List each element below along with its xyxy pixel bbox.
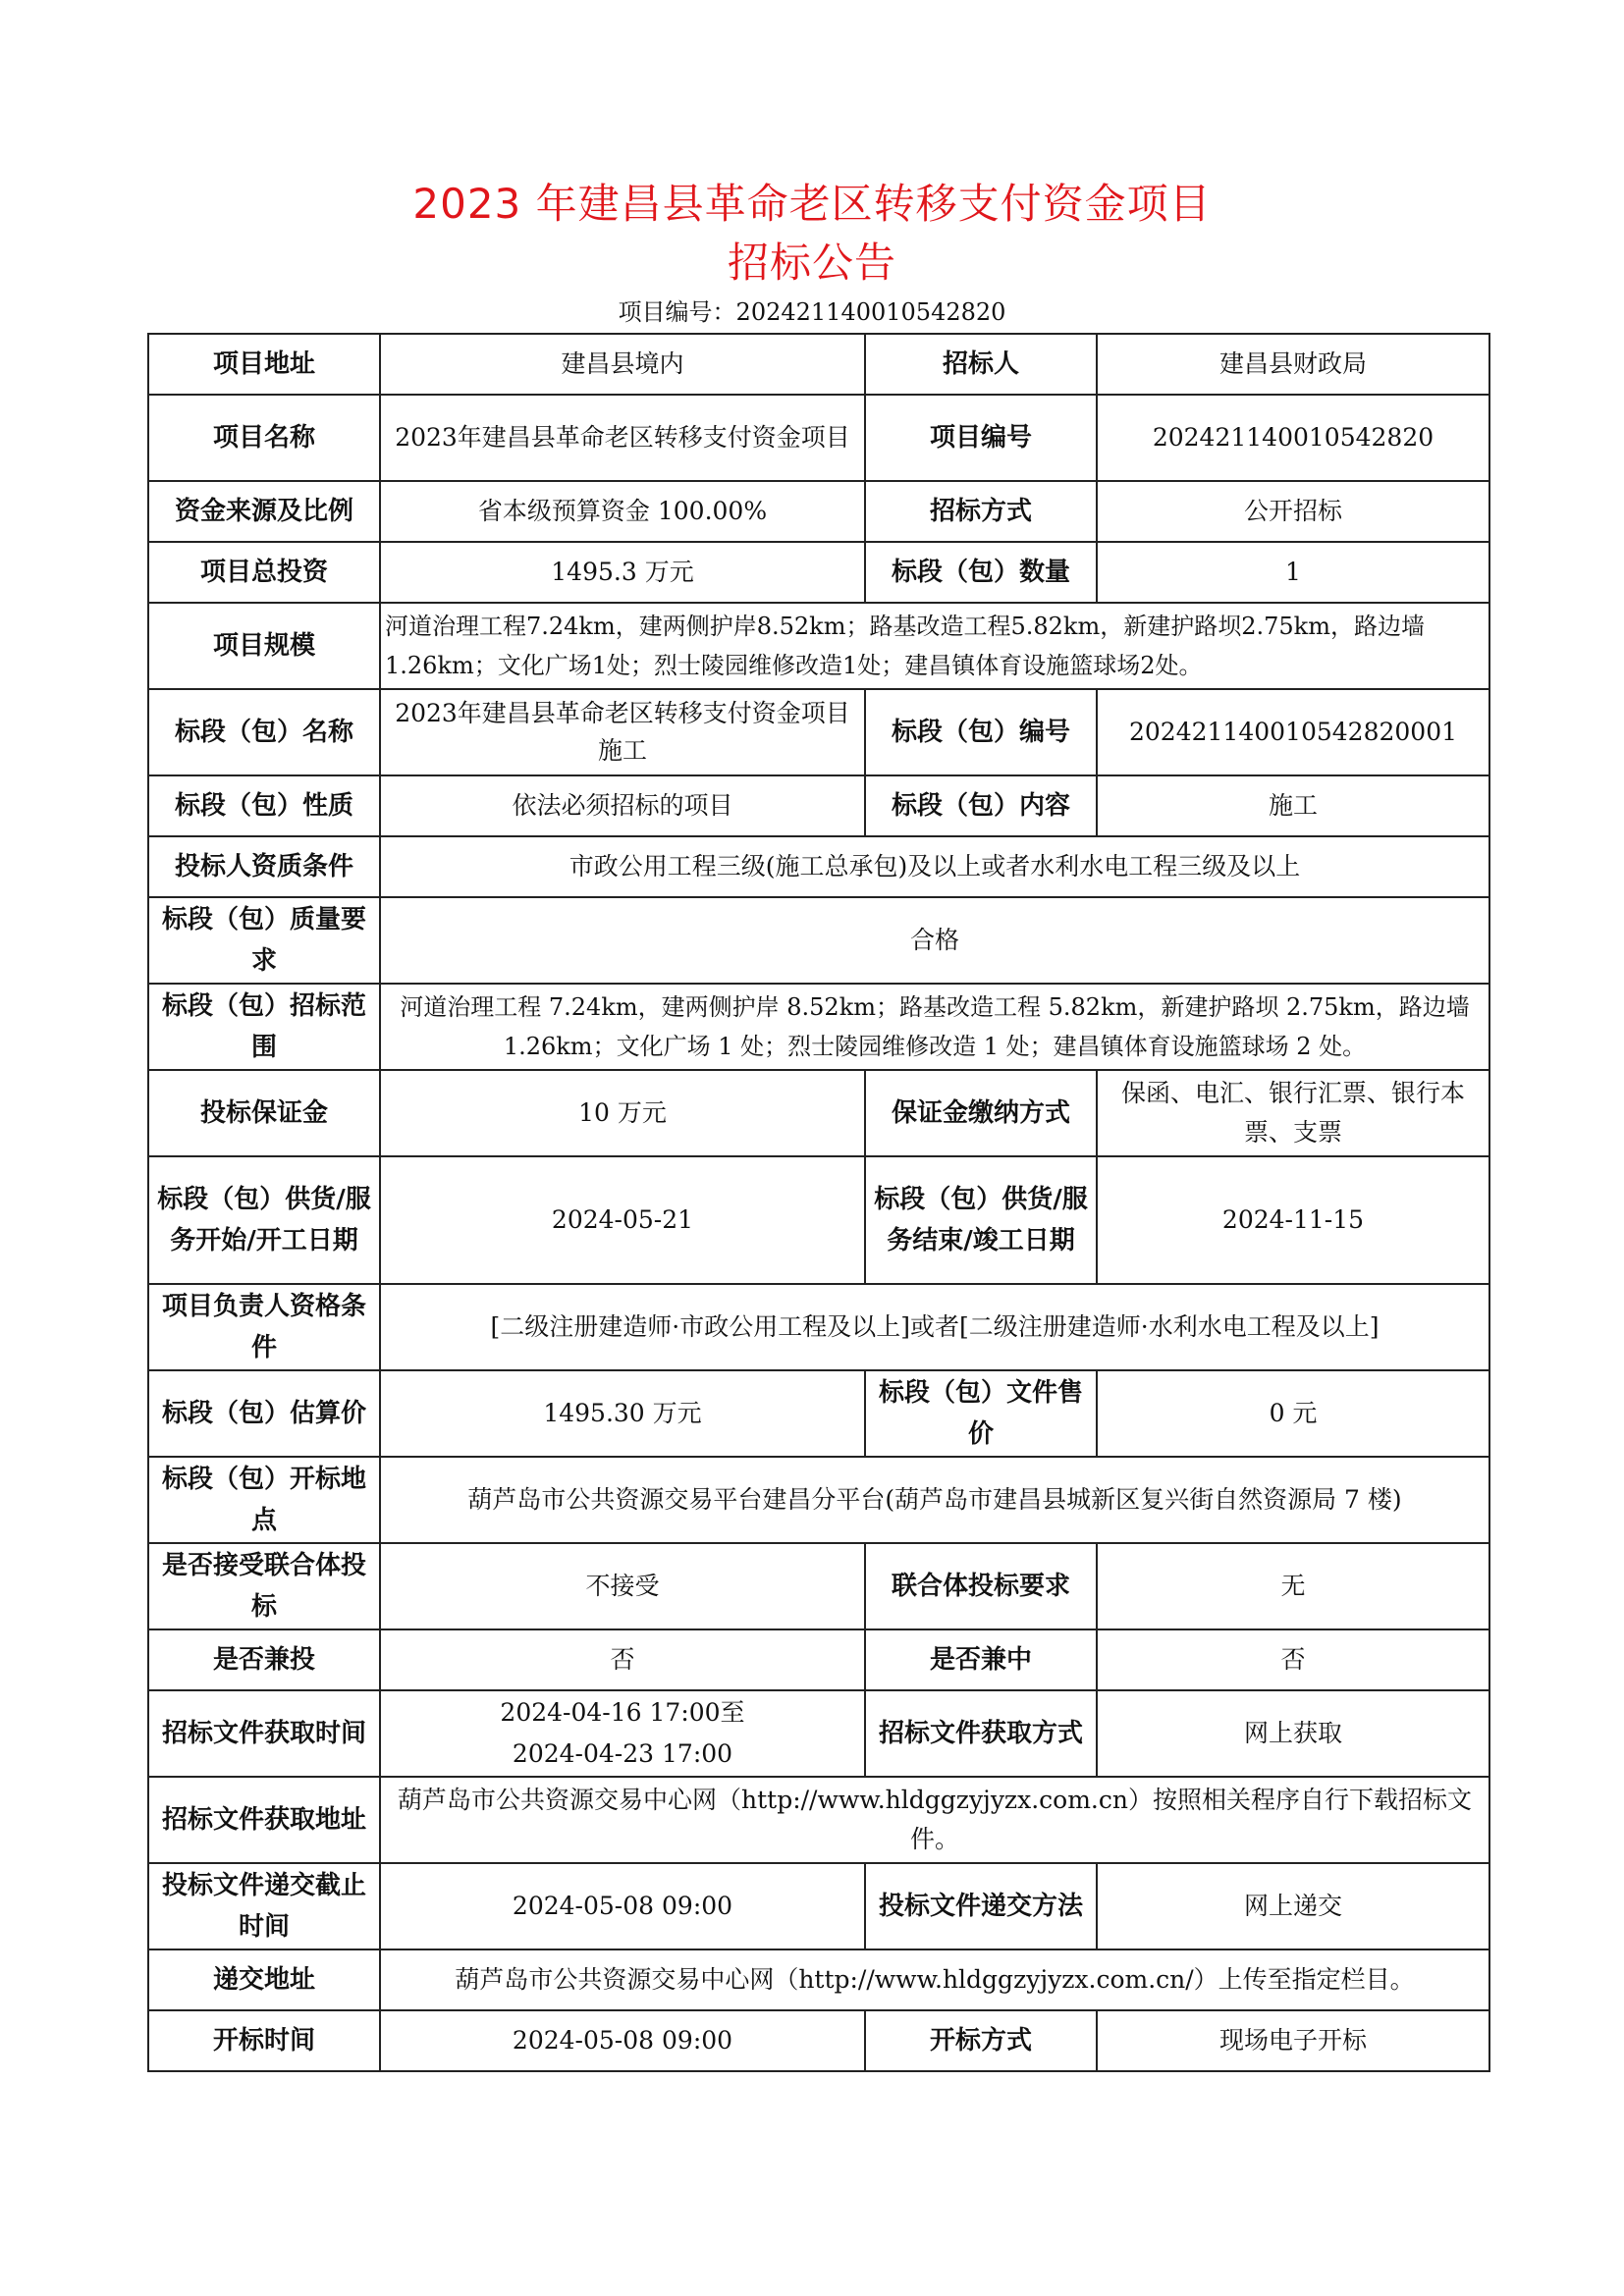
lot-name-label: 标段（包）名称 <box>148 689 380 775</box>
opening-location-value: 葫芦岛市公共资源交易平台建昌分平台(葫芦岛市建昌县城新区复兴街自然资源局 7 楼) <box>380 1457 1489 1543</box>
total-investment-value: 1495.3 万元 <box>380 542 865 603</box>
table-row <box>148 775 1489 836</box>
table-row <box>148 1690 1489 1777</box>
end-date-value: 2024-11-15 <box>1097 1156 1489 1284</box>
lot-code-value: 202421140010542820001 <box>1097 689 1489 775</box>
doc-obtain-method-value: 网上获取 <box>1097 1690 1489 1777</box>
estimated-price-label: 标段（包）估算价 <box>148 1370 380 1457</box>
table-row <box>148 1070 1489 1156</box>
submission-method-value: 网上递交 <box>1097 1863 1489 1949</box>
bidder-qualification-label: 投标人资质条件 <box>148 836 380 897</box>
table-row <box>148 395 1489 481</box>
bond-payment-value: 保函、电汇、银行汇票、银行本票、支票 <box>1097 1070 1489 1156</box>
multi-bid-label: 是否兼投 <box>148 1629 380 1690</box>
submission-method-label: 投标文件递交方法 <box>865 1863 1097 1949</box>
fund-source-value: 省本级预算资金 100.00% <box>380 481 865 542</box>
table-row <box>148 984 1489 1070</box>
lot-content-value: 施工 <box>1097 775 1489 836</box>
quality-requirement-value: 合格 <box>380 897 1489 984</box>
opening-method-value: 现场电子开标 <box>1097 2010 1489 2071</box>
lot-code-label: 标段（包）编号 <box>865 689 1097 775</box>
opening-method-label: 开标方式 <box>865 2010 1097 2071</box>
table-row <box>148 334 1489 395</box>
project-address-label: 项目地址 <box>148 334 380 395</box>
total-investment-label: 项目总投资 <box>148 542 380 603</box>
doc-obtain-address-label: 招标文件获取地址 <box>148 1777 380 1863</box>
doc-obtain-time-value <box>380 1690 865 1777</box>
opening-time-value: 2024-05-08 09:00 <box>380 2010 865 2071</box>
estimated-price-value: 1495.30 万元 <box>380 1370 865 1457</box>
table-row <box>148 1777 1489 1863</box>
project-number-line: 项目编号：202421140010542820 <box>618 298 1006 326</box>
table-row <box>148 1629 1489 1690</box>
start-date-value: 2024-05-21 <box>380 1156 865 1284</box>
multi-bid-value: 否 <box>380 1629 865 1690</box>
project-name-label: 项目名称 <box>148 395 380 481</box>
tender-scope-value: 河道治理工程 7.24km，建两侧护岸 8.52km；路基改造工程 5.82km，新建护路坝 2.75km，路边墙 1.26km；文化广场 1 处；烈士陵园维修改造 1 处；建昌镇体育设施篮球场 2 处。 <box>380 984 1489 1070</box>
opening-location-label: 标段（包）开标地点 <box>148 1457 380 1543</box>
table-row <box>148 1284 1489 1370</box>
multi-win-label: 是否兼中 <box>865 1629 1097 1690</box>
table-row <box>148 1863 1489 1949</box>
project-scale-value: 河道治理工程7.24km，建两侧护岸8.52km；路基改造工程5.82km，新建护路坝2.75km，路边墙1.26km；文化广场1处；烈士陵园维修改造1处；建昌镇体育设施篮球场2处。 <box>380 603 1489 689</box>
tender-scope-label: 标段（包）招标范围 <box>148 984 380 1070</box>
project-code-label: 项目编号 <box>865 395 1097 481</box>
manager-qualification-label: 项目负责人资格条件 <box>148 1284 380 1370</box>
table-row <box>148 2010 1489 2071</box>
table-row <box>148 897 1489 984</box>
quality-requirement-label: 标段（包）质量要求 <box>148 897 380 984</box>
project-scale-label: 项目规模 <box>148 603 380 689</box>
submission-address-value: 葫芦岛市公共资源交易中心网（http://www.hldggzyjyzx.com.cn/）上传至指定栏目。 <box>380 1949 1489 2010</box>
tenderer-label: 招标人 <box>865 334 1097 395</box>
table-row <box>148 603 1489 689</box>
doc-obtain-method-label: 招标文件获取方式 <box>865 1690 1097 1777</box>
lot-content-label: 标段（包）内容 <box>865 775 1097 836</box>
bidder-qualification-value: 市政公用工程三级(施工总承包)及以上或者水利水电工程三级及以上 <box>380 836 1489 897</box>
table-row <box>148 1543 1489 1629</box>
project-name-value: 2023年建昌县革命老区转移支付资金项目 <box>380 395 865 481</box>
tender-method-label: 招标方式 <box>865 481 1097 542</box>
table-row <box>148 1457 1489 1543</box>
project-address-value: 建昌县境内 <box>380 334 865 395</box>
table-row <box>148 1156 1489 1284</box>
submission-deadline-label: 投标文件递交截止时间 <box>148 1863 380 1949</box>
bid-bond-value: 10 万元 <box>380 1070 865 1156</box>
table-row <box>148 481 1489 542</box>
submission-deadline-value: 2024-05-08 09:00 <box>380 1863 865 1949</box>
lot-nature-label: 标段（包）性质 <box>148 775 380 836</box>
table-row <box>148 836 1489 897</box>
doc-obtain-time-end: 2024-04-23 17:00 <box>512 1739 733 1768</box>
fund-source-label: 资金来源及比例 <box>148 481 380 542</box>
multi-win-value: 否 <box>1097 1629 1489 1690</box>
submission-address-label: 递交地址 <box>148 1949 380 2010</box>
consortium-value: 不接受 <box>380 1543 865 1629</box>
end-date-label: 标段（包）供货/服务结束/竣工日期 <box>865 1156 1097 1284</box>
consortium-requirement-label: 联合体投标要求 <box>865 1543 1097 1629</box>
tender-notice-table <box>147 333 1490 2072</box>
start-date-label: 标段（包）供货/服务开始/开工日期 <box>148 1156 380 1284</box>
tender-method-value: 公开招标 <box>1097 481 1489 542</box>
bid-bond-label: 投标保证金 <box>148 1070 380 1156</box>
project-code-value: 202421140010542820 <box>1097 395 1489 481</box>
lot-name-value: 2023年建昌县革命老区转移支付资金项目施工 <box>380 689 865 775</box>
table-row <box>148 542 1489 603</box>
lot-count-label: 标段（包）数量 <box>865 542 1097 603</box>
doc-obtain-time-start: 2024-04-16 17:00至 <box>500 1698 745 1727</box>
lot-count-value: 1 <box>1097 542 1489 603</box>
consortium-label: 是否接受联合体投标 <box>148 1543 380 1629</box>
tenderer-value: 建昌县财政局 <box>1097 334 1489 395</box>
document-price-label: 标段（包）文件售价 <box>865 1370 1097 1457</box>
doc-obtain-address-value: 葫芦岛市公共资源交易中心网（http://www.hldggzyjyzx.com.cn）按照相关程序自行下载招标文件。 <box>380 1777 1489 1863</box>
table-row <box>148 1370 1489 1457</box>
table-row <box>148 689 1489 775</box>
table-row <box>148 1949 1489 2010</box>
opening-time-label: 开标时间 <box>148 2010 380 2071</box>
lot-nature-value: 依法必须招标的项目 <box>380 775 865 836</box>
document-title: 2023 年建昌县革命老区转移支付资金项目 <box>412 180 1212 228</box>
bond-payment-label: 保证金缴纳方式 <box>865 1070 1097 1156</box>
manager-qualification-value: [二级注册建造师·市政公用工程及以上]或者[二级注册建造师·水利水电工程及以上] <box>380 1284 1489 1370</box>
document-subtitle: 招标公告 <box>727 239 896 287</box>
consortium-requirement-value: 无 <box>1097 1543 1489 1629</box>
doc-obtain-time-label: 招标文件获取时间 <box>148 1690 380 1777</box>
document-price-value: 0 元 <box>1097 1370 1489 1457</box>
